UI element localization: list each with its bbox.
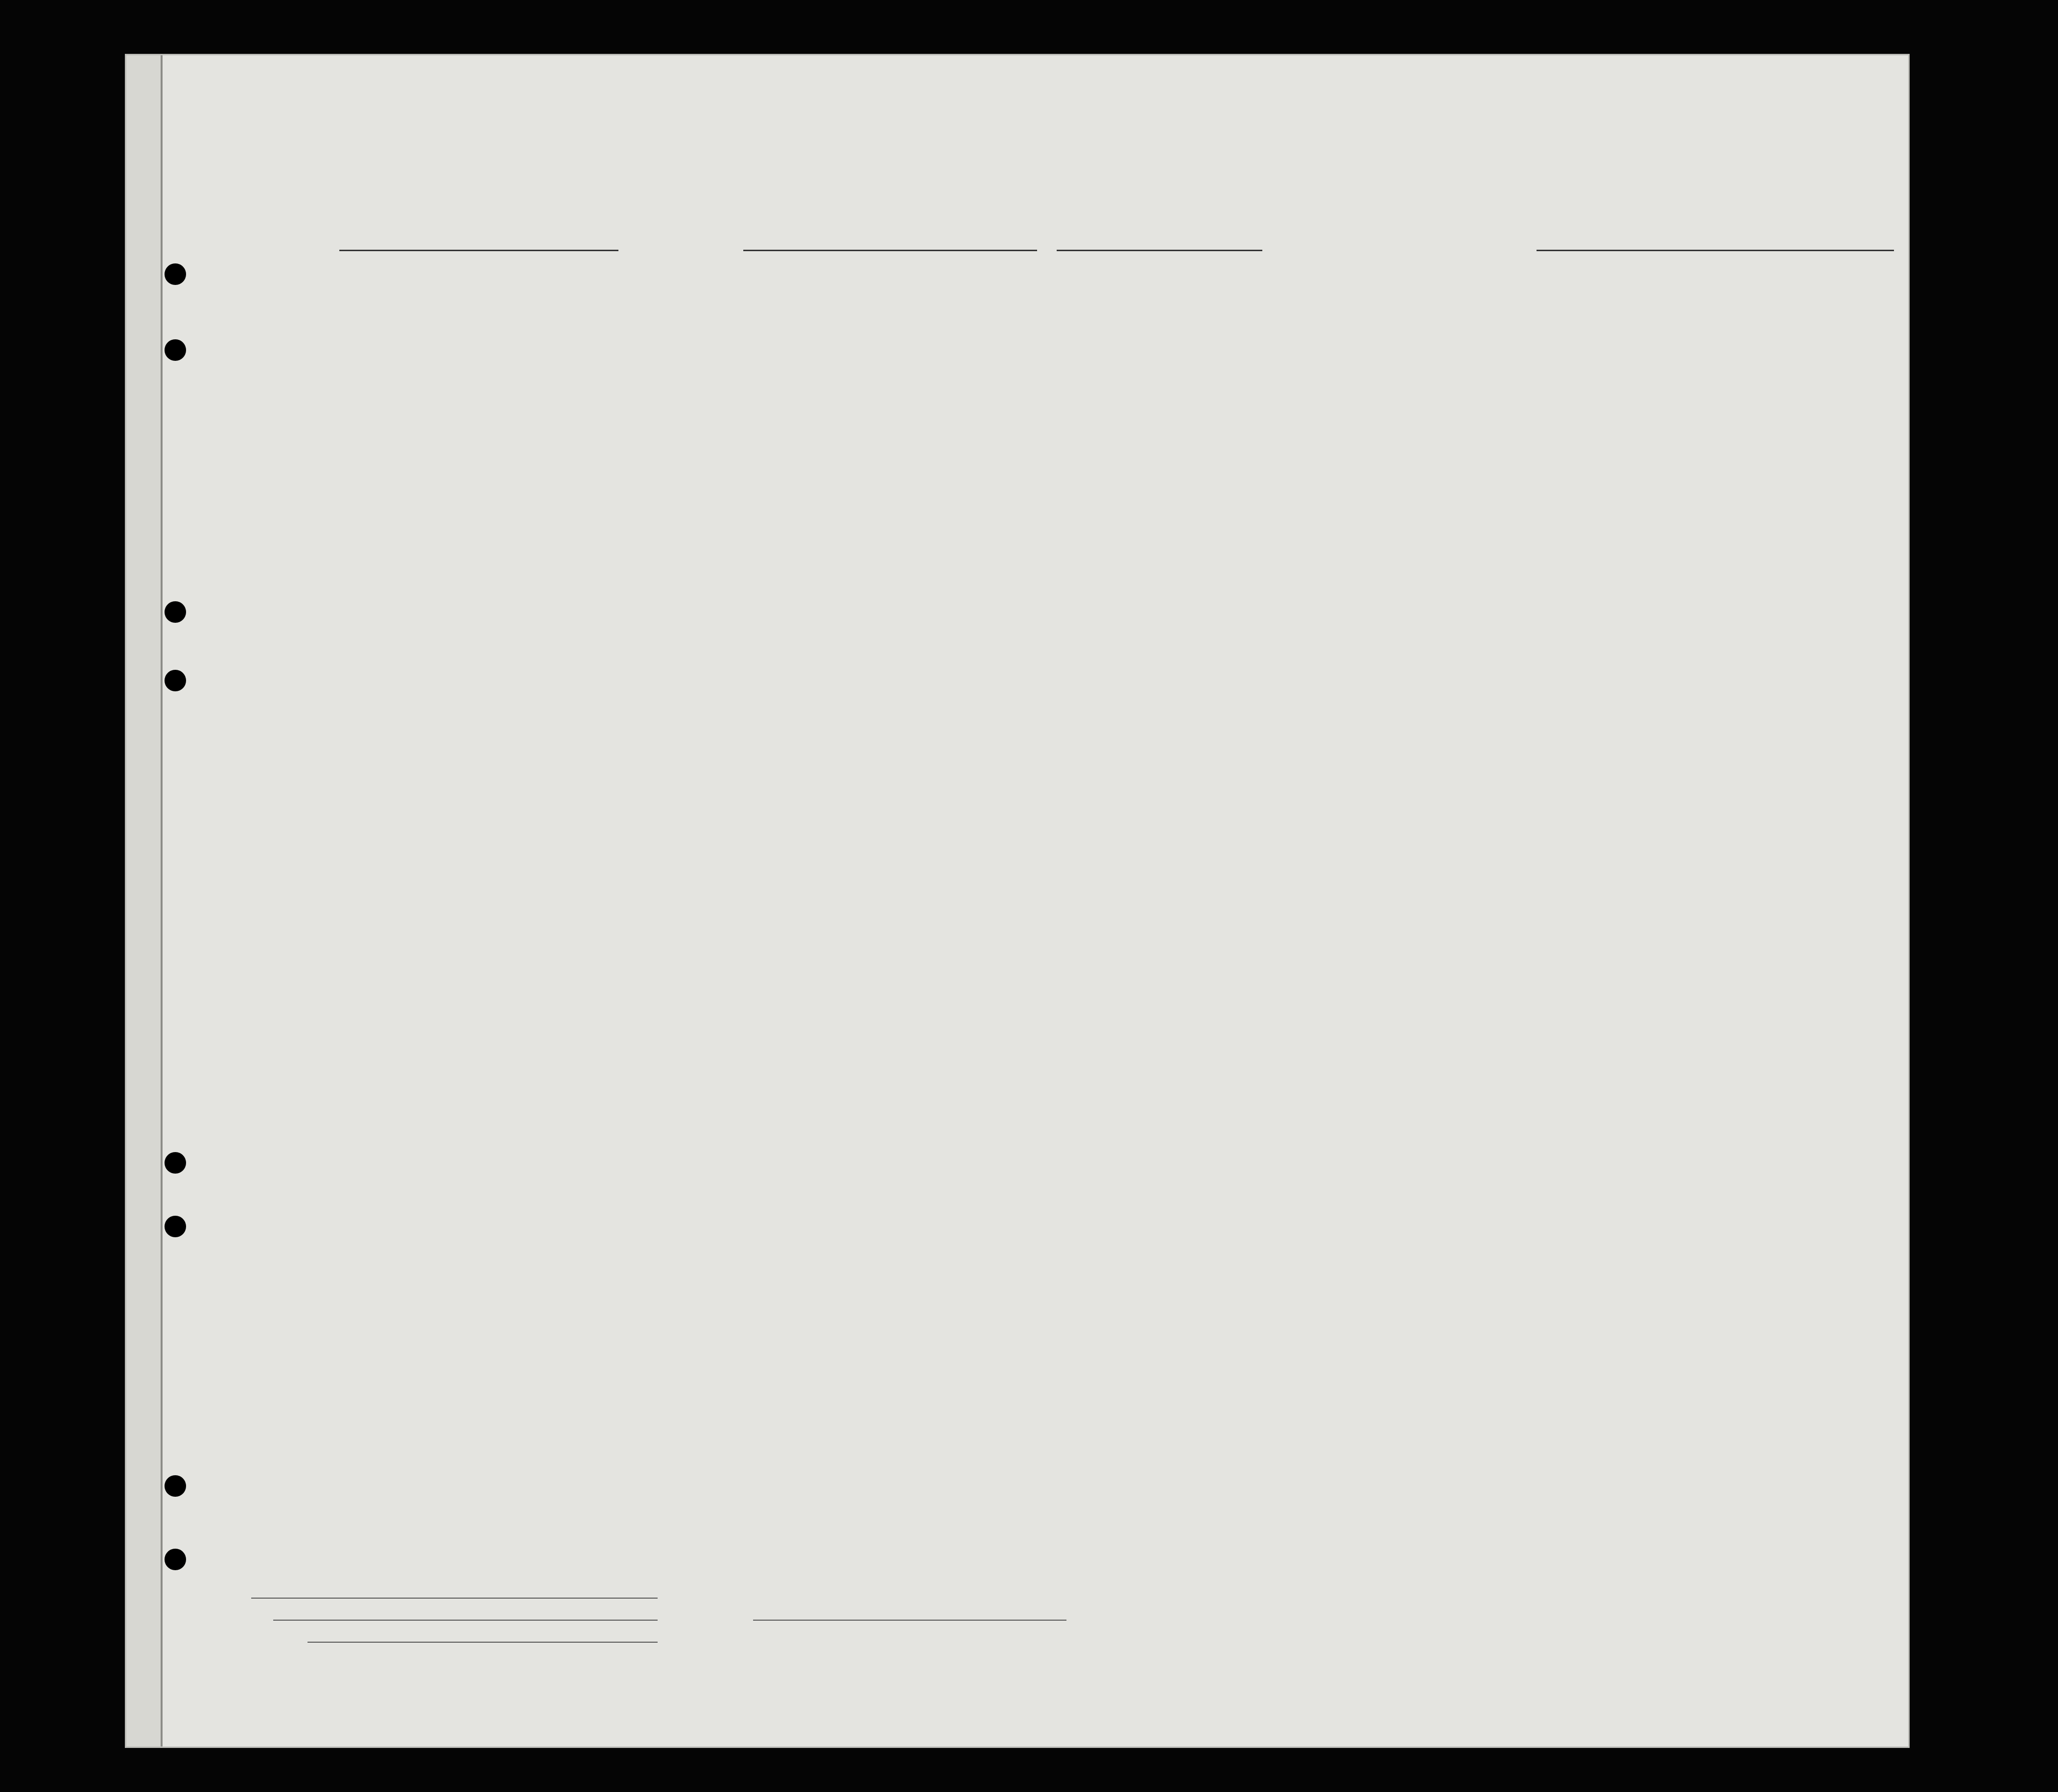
- manifest-sheet: [125, 54, 1910, 1748]
- manifest-grid: [126, 55, 1911, 1749]
